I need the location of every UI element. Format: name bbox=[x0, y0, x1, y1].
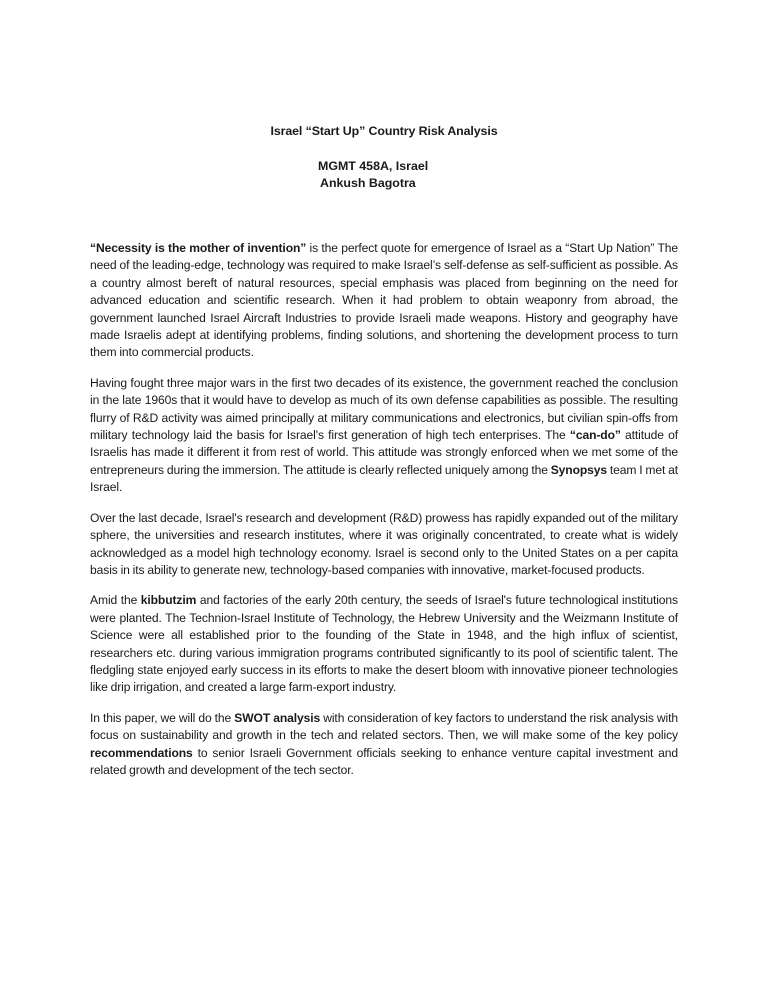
paragraph-4 bbox=[90, 592, 678, 696]
paragraph-text: is the perfect quote for emergence of Israel as a “Start Up Nation” The need of the leading-edge, technology was required to make Israel’s self-defense as self-sufficient as possible. As a country almost bereft of natural resources, special emphasis was placed from beginning on the need for advanced education and scientific research. When it had problem to obtain weaponry from abroad, the government launched Israel Aircraft Industries to provide Israeli made weapons. History and geography have made Israelis adept at identifying problems, finding solutions, and shortening the development process to turn them into commercial products. bbox=[90, 241, 678, 360]
paragraph-text: with consideration of key factors to understand the risk analysis with focus on sustainability and growth in the tech and related sectors. Then, we will make some of the key policy bbox=[90, 710, 678, 743]
bold-phrase: recommendations bbox=[90, 745, 193, 760]
paragraph-5 bbox=[90, 710, 678, 780]
bold-phrase: kibbutzim bbox=[140, 593, 197, 608]
paragraph-text: Amid the bbox=[90, 593, 141, 608]
document-title: Israel “Start Up” Country Risk Analysis bbox=[270, 124, 498, 138]
paragraph-text: team I met at Israel. bbox=[90, 462, 678, 495]
bold-phrase: SWOT analysis bbox=[234, 710, 321, 725]
paragraph-text: and factories of the early 20th century, the seeds of Israel's future technological institutions were planted. The Technion-Israel Institute of Technology, the Hebrew University and the Weizmann Institute of Science were all established prior to the founding of the State in 1948, and the high influx of scientist, researchers etc. during various immigration programs contributed significantly to its pool of scientific talent. The fledgling state enjoyed early success in its efforts to make the desert bloom with innovative pioneer technologies like drip irrigation, and created a large farm-export industry. bbox=[90, 593, 678, 695]
course-line: MGMT 458A, Israel bbox=[318, 159, 429, 173]
paragraph-text: Having fought three major wars in the first two decades of its existence, the government reached the conclusion in the late 1960s that it would have to develop as much of its own defense capabilities as possible. The resulting flurry of R&D activity was aimed principally at military communications and electronics, but civilian spin-offs from military technology laid the basis for Israel's first generation of high tech enterprises. The bbox=[90, 375, 678, 443]
paragraph-text: Over the last decade, Israel's research and development (R&D) prowess has rapidly expanded out of the military sphere, the universities and research institutes, where it was originally concentrated, to create what is widely acknowledged as a model high technology economy. Israel is second only to the United States on a per capita basis in its ability to generate new, technology-based companies with innovative, market-focused products. bbox=[90, 510, 678, 577]
bold-phrase: “can-do” bbox=[569, 428, 621, 443]
paragraph-text: In this paper, we will do the bbox=[90, 710, 235, 725]
paragraph-text: attitude of Israelis has made it different it from rest of world. This attitude was strongly enforced when we met some of the entrepreneurs during the immersion. The attitude is clearly reflected uniquely among the bbox=[90, 428, 678, 477]
paragraph-3 bbox=[90, 510, 678, 580]
paragraph-text: to senior Israeli Government officials seeking to enhance venture capital investment and related growth and development of the tech sector. bbox=[90, 745, 678, 777]
paragraph-1 bbox=[90, 240, 678, 362]
paragraph-2 bbox=[90, 375, 678, 497]
document-body bbox=[90, 240, 678, 792]
bold-phrase: “Necessity is the mother of invention” bbox=[90, 241, 307, 255]
bold-phrase: Synopsys bbox=[550, 462, 608, 477]
author-line: Ankush Bagotra bbox=[320, 176, 416, 190]
